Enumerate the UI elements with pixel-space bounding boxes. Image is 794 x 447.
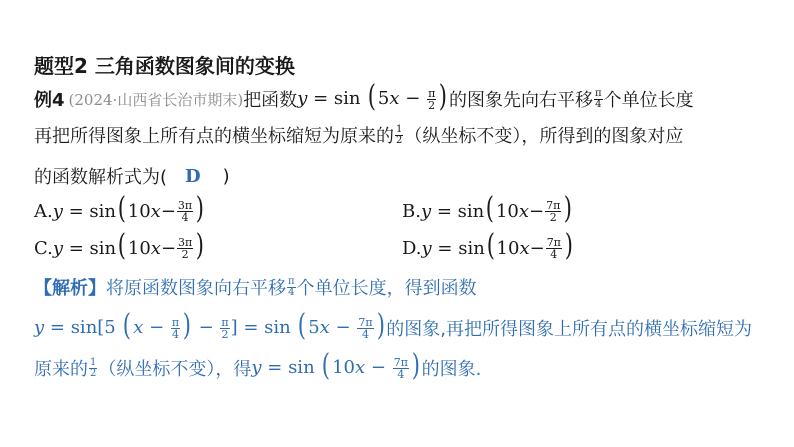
- example-text-5: （纵坐标不变），所得到的图象对应: [404, 126, 684, 147]
- option-c-letter: C.: [34, 237, 53, 259]
- option-a-num: 3π: [177, 198, 193, 212]
- option-a[interactable]: A. y = sin ( 10 x − $\frac{3\pi}{4}$ ): [34, 191, 205, 226]
- option-c-num: 3π: [178, 235, 193, 249]
- option-d[interactable]: D. y = sin ( 10 x − $\frac{7\pi}{4}$ ): [402, 228, 573, 263]
- option-b[interactable]: B. y = sin ( 10 x − $\frac{7\pi}{2}$ ): [402, 191, 573, 226]
- solution-expression-2: y = sin (10x − $\frac{7\pi}{4}$ ): [251, 348, 420, 383]
- solution-half-fraction: $\frac{1}{2}$: [90, 356, 97, 379]
- example-source: (2024·山西省长治市期末): [68, 90, 244, 109]
- solution-text-3: 的图象,再把所得图象上所有点的横坐标缩短为: [386, 319, 753, 340]
- solution-line-1: [34, 270, 477, 304]
- example-label: 例4: [34, 90, 65, 111]
- example-text-1: 把函数: [243, 90, 298, 111]
- example-text-2: 的图象先向右平移: [449, 90, 594, 111]
- option-b-letter: B.: [402, 200, 421, 222]
- solution-shift-fraction: $\frac{\pi}{4}$: [288, 275, 295, 298]
- section-heading: 题型2 三角函数图象间的变换: [34, 54, 295, 78]
- solution-text-5: （纵坐标不变），得: [98, 359, 252, 380]
- solution-text-1: 将原函数图象向右平移: [106, 278, 286, 299]
- shift-fraction: $\frac{\pi}{4}$: [595, 87, 602, 110]
- solution-expression-1: y = sin[5 (x − $\frac{\pi}{4}$ ) − $\frac{\pi}{2}$ ] = sin (5x − $\frac{7\pi}{4}$ ): [34, 308, 385, 343]
- example-text-7: ): [222, 165, 230, 187]
- solution-text-2: 个单位长度，得到函数: [296, 278, 477, 299]
- solution-text-6: 的图象.: [421, 359, 482, 380]
- option-a-den: 4: [181, 210, 189, 224]
- answer-letter: D: [185, 165, 201, 187]
- option-a-letter: A.: [34, 200, 53, 222]
- option-b-num: 7π: [546, 198, 561, 212]
- option-b-den: 2: [549, 210, 557, 224]
- example-line-2: [34, 118, 683, 152]
- example-text-4: 再把所得图象上所有点的横坐标缩短为原来的: [34, 126, 394, 147]
- example-line-1: [34, 79, 694, 116]
- example-text-3: 个单位长度: [603, 90, 694, 111]
- half-fraction: $\frac{1}{2}$: [396, 123, 403, 146]
- function-expression: y = sin (5x − $\frac{\pi}{2}$ ): [297, 79, 448, 114]
- example-line-3: [34, 163, 230, 189]
- option-d-letter: D.: [402, 237, 422, 259]
- option-c-den: 2: [181, 247, 189, 261]
- option-d-num: 7π: [546, 235, 561, 249]
- solution-line-2: [34, 310, 752, 346]
- solution-label: 【解析】: [34, 278, 106, 299]
- example-text-6: 的函数解析式为(: [34, 167, 168, 188]
- solution-line-3: [34, 350, 481, 386]
- solution-text-4: 原来的: [34, 359, 88, 380]
- option-d-den: 4: [550, 247, 558, 261]
- option-c[interactable]: C. y = sin ( 10 x − $\frac{3\pi}{2}$ ): [34, 228, 205, 263]
